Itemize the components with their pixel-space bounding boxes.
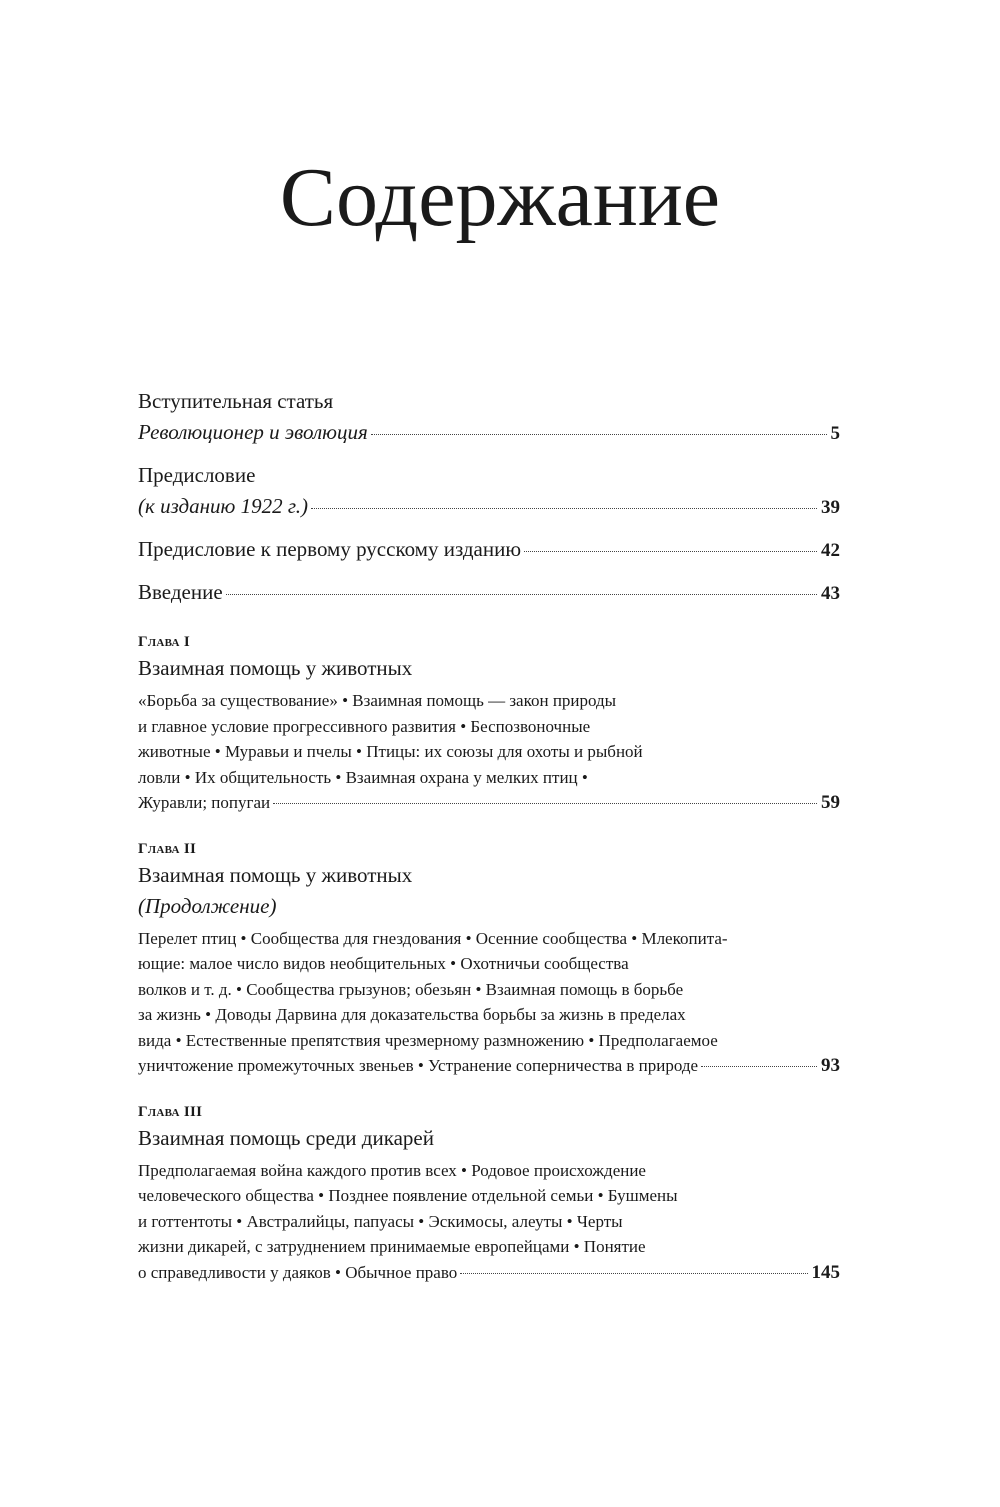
toc-entry-label: Предисловие к первому русскому изданию	[138, 537, 522, 561]
page-number: 43	[821, 583, 840, 604]
chapter-subtitle: (Продолжение)	[138, 893, 277, 918]
dot-leader	[273, 803, 817, 804]
toc-entry-label: Вступительная статья	[138, 389, 334, 413]
chapter-label: Глава I	[138, 634, 190, 650]
chapter-desc-line: человеческого общества • Позднее появление отдельной семьи • Бушмены	[138, 1186, 678, 1205]
chapter-desc-line: и главное условие прогрессивного развития • Беспозвоночные	[138, 716, 591, 736]
chapter-desc-line: «Борьба за существование» • Взаимная помощь — закон природы	[138, 691, 617, 710]
chapter-desc-line: за жизнь • Доводы Дарвина для доказательства борьбы за жизнь в пределах	[138, 1005, 686, 1024]
page-number: 93	[821, 1055, 840, 1076]
chapter-description	[138, 926, 840, 1079]
chapter-desc-line: Перелет птиц • Сообщества для гнездования • Осенние сообщества • Млекопита-	[138, 928, 728, 948]
toc-chapter-1[interactable]	[138, 631, 840, 816]
chapter-desc-line: жизни дикарей, с затруднением принимаемые европейцами • Понятие	[138, 1237, 646, 1256]
toc-entry-preface-1922[interactable]	[138, 460, 840, 523]
dot-leader	[524, 551, 817, 552]
toc-entry-label: Введение	[138, 580, 223, 604]
toc-entry-subtitle: (к изданию 1922 г.)	[138, 494, 308, 518]
chapter-title: Взаимная помощь у животных	[138, 862, 413, 887]
dot-leader	[701, 1066, 817, 1067]
toc-entry-subtitle: Революционер и эволюция	[138, 420, 368, 444]
toc-entry-intro-article[interactable]	[138, 386, 840, 449]
chapter-description	[138, 1158, 840, 1286]
chapter-desc-line: ющие: малое число видов необщительных • Охотничьи сообщества	[138, 954, 629, 973]
page-title: Содержание	[279, 151, 721, 244]
chapter-desc-line: вида • Естественные препятствия чрезмерному размножению • Предполагаемое	[138, 1030, 718, 1050]
chapter-desc-line: Предполагаемая война каждого против всех • Родовое происхождение	[138, 1160, 646, 1180]
dot-leader	[371, 434, 827, 435]
page-number: 39	[821, 497, 840, 518]
toc-chapter-2[interactable]	[138, 838, 840, 1079]
chapter-desc-line: о справедливости у даяков • Обычное право	[138, 1262, 458, 1282]
chapter-desc-line: Журавли; попугаи	[138, 793, 271, 812]
chapter-label: Глава II	[138, 840, 197, 857]
chapter-label: Глава III	[138, 1103, 203, 1120]
toc-entry-introduction[interactable]	[138, 577, 840, 609]
chapter-title: Взаимная помощь среди дикарей	[138, 1125, 434, 1150]
chapter-title: Взаимная помощь у животных	[138, 656, 413, 680]
chapter-desc-line: уничтожение промежуточных звеньев • Устранение соперничества в природе	[138, 1056, 699, 1075]
chapter-desc-line: животные • Муравьи и пчелы • Птицы: их союзы для охоты и рыбной	[138, 742, 643, 761]
dot-leader	[226, 594, 817, 595]
page-number: 5	[830, 423, 840, 444]
toc-entry-preface-first-russian[interactable]	[138, 534, 840, 566]
dot-leader	[311, 508, 817, 509]
chapter-desc-line: волков и т. д. • Сообщества грызунов; обезьян • Взаимная помощь в борьбе	[138, 979, 684, 999]
page-number: 145	[811, 1261, 840, 1283]
toc-chapter-3[interactable]	[138, 1101, 840, 1286]
chapter-desc-line: и готтентоты • Австралийцы, папуасы • Эскимосы, алеуты • Черты	[138, 1211, 623, 1231]
chapter-desc-line: ловли • Их общительность • Взаимная охрана у мелких птиц •	[138, 767, 588, 787]
page-number: 42	[821, 540, 840, 561]
table-of-contents	[138, 386, 840, 1285]
toc-entry-label: Предисловие	[138, 463, 256, 487]
chapter-description	[138, 688, 840, 816]
page-number: 59	[821, 792, 840, 813]
dot-leader	[460, 1273, 807, 1274]
